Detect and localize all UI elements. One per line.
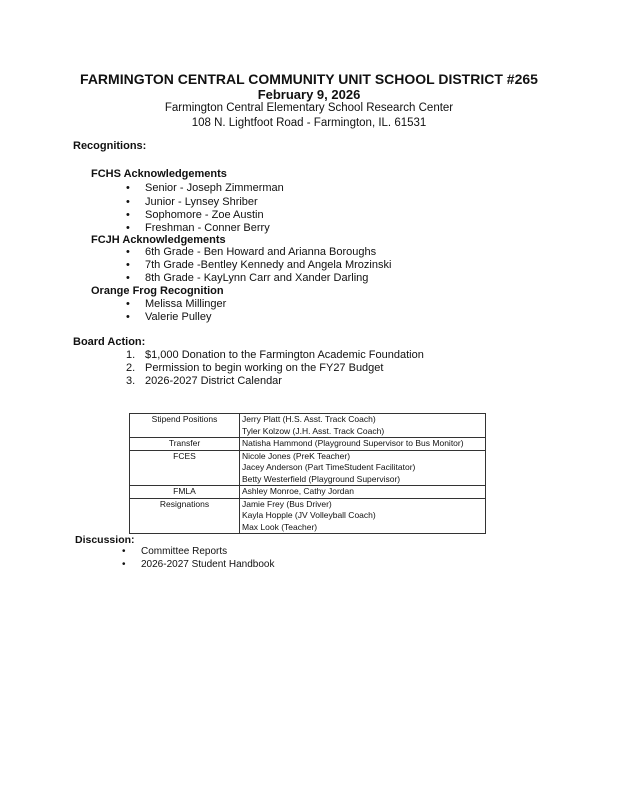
recognitions-heading: Recognitions: [73, 140, 147, 152]
personnel-table [129, 413, 486, 534]
fcjh-heading: FCJH Acknowledgements [91, 234, 226, 246]
table-cell-names: Nicole Jones (PreK Teacher) Jacey Anderson (Part TimeStudent Facilitator) Betty Westerfield (Playground Supervisor) [240, 450, 486, 486]
bullet-icon: • [126, 259, 130, 271]
orange-frog-heading: Orange Frog Recognition [91, 285, 224, 297]
table-cell-category: Transfer [130, 438, 240, 451]
meeting-date: February 9, 2026 [257, 87, 361, 102]
bullet-icon: • [122, 546, 126, 557]
bullet-icon: • [126, 209, 130, 221]
board-action-heading: Board Action: [73, 336, 146, 348]
bullet-icon: • [126, 298, 130, 310]
table-cell-category: FMLA [130, 486, 240, 499]
table-cell-names: Jamie Frey (Bus Driver) Kayla Hopple (JV Volleyball Coach) Max Look (Teacher) [240, 498, 486, 534]
fchs-heading: FCHS Acknowledgements [91, 168, 227, 180]
bullet-icon: • [126, 222, 130, 234]
table-row [130, 414, 486, 438]
table-cell-category: FCES [130, 450, 240, 486]
bullet-icon: • [126, 196, 130, 208]
table-row [130, 498, 486, 534]
table-row [130, 486, 486, 499]
discussion-heading: Discussion: [75, 534, 135, 546]
table-cell-names: Natisha Hammond (Playground Supervisor to Bus Monitor) [240, 438, 486, 451]
bullet-icon: • [126, 246, 130, 258]
district-title: FARMINGTON CENTRAL COMMUNITY UNIT SCHOOL DISTRICT #265 [80, 71, 538, 87]
table-cell-category: Resignations [130, 498, 240, 534]
table-row [130, 450, 486, 486]
bullet-icon: • [126, 182, 130, 194]
table-cell-names: Ashley Monroe, Cathy Jordan [240, 486, 486, 499]
meeting-address: 108 N. Lightfoot Road - Farmington, IL. 61531 [191, 117, 427, 129]
table-cell-category: Stipend Positions [130, 414, 240, 438]
table-cell-names: Jerry Platt (H.S. Asst. Track Coach) Tyler Kolzow (J.H. Asst. Track Coach) [240, 414, 486, 438]
bullet-icon: • [122, 559, 126, 570]
bullet-icon: • [126, 311, 130, 323]
table-row [130, 438, 486, 451]
bullet-icon: • [126, 272, 130, 284]
meeting-location: Farmington Central Elementary School Research Center [164, 102, 454, 114]
